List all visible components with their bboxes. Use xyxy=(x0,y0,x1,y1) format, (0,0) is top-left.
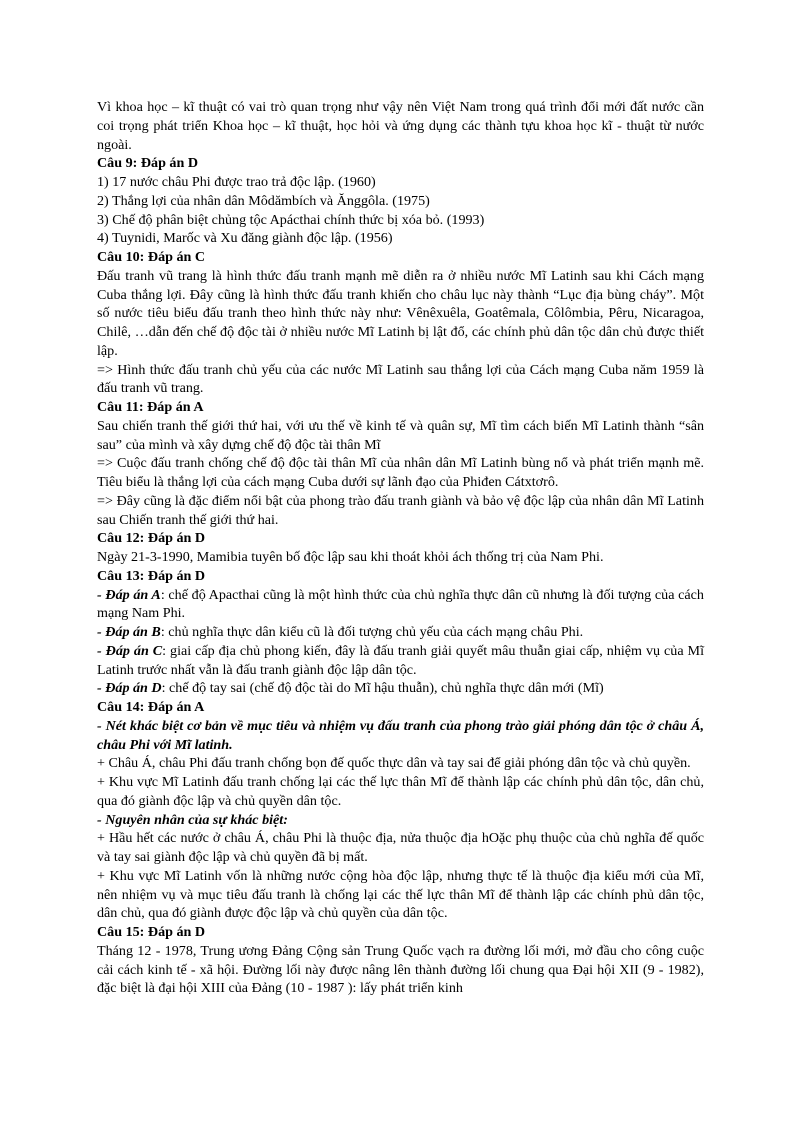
q15-paragraph-1: Tháng 12 - 1978, Trung ương Đảng Cộng sản Trung Quốc vạch ra đường lối mới, mở đầu cho công cuộc cải cách kinh tế - xã hội. Đường lối này được nâng lên thành đường lối chung qua Đại hội XII (9 - 1982), đặc biệt là đại hội XIII của Đảng (10 - 1987 ): lấy phát triển kinh xyxy=(97,942,704,997)
question-9-heading: Câu 9: Đáp án D xyxy=(97,155,199,172)
q9-item-4: 4) Tuynidi, Marốc và Xu đăng giành độc lập. (1956) xyxy=(97,230,393,247)
q14-subheading-2: - Nguyên nhân của sự khác biệt: xyxy=(97,811,288,828)
q13-option-d-text: : chế độ tay sai (chế độ độc tài do Mĩ hậu thuẫn), chủ nghĩa thực dân mới (Mĩ) xyxy=(161,680,604,697)
q13-option-b-text: : chủ nghĩa thực dân kiểu cũ là đối tượng chủ yếu của cách mạng châu Phi. xyxy=(160,624,584,640)
q13-option-d-label: - Đáp án D xyxy=(97,680,162,697)
q9-item-3: 3) Chế độ phân biệt chủng tộc Apácthai chính thức bị xóa bỏ. (1993) xyxy=(97,211,485,228)
question-13-heading: Câu 13: Đáp án D xyxy=(97,567,206,584)
q10-paragraph-2: => Hình thức đấu tranh chủ yếu của các nước Mĩ Latinh sau thắng lợi của Cách mạng Cuba năm 1959 là đấu tranh vũ trang. xyxy=(97,361,704,397)
q12-paragraph-1: Ngày 21-3-1990, Mamibia tuyên bố độc lập sau khi thoát khỏi ách thống trị của Nam Phi. xyxy=(97,549,604,565)
document-body xyxy=(97,98,704,998)
question-11-heading: Câu 11: Đáp án A xyxy=(97,399,204,415)
q13-option-a-label: - Đáp án A xyxy=(97,586,161,603)
q14-bullet-1: + Châu Á, châu Phi đấu tranh chống bọn đế quốc thực dân và tay sai để giải phóng dân tộc và chủ quyền. xyxy=(97,755,691,772)
q13-option-c xyxy=(97,642,704,680)
q13-option-b xyxy=(97,623,704,642)
q9-item-1: 1) 17 nước châu Phi được trao trả độc lập. (1960) xyxy=(97,174,376,190)
intro-paragraph: Vì khoa học – kĩ thuật có vai trò quan trọng như vậy nên Việt Nam trong quá trình đổi mới đất nước cần coi trọng phát triển Khoa học – kĩ thuật, học hỏi và ứng dụng các thành tựu khoa học kĩ - thuật từ nước ngoài. xyxy=(97,99,704,153)
q13-option-c-label: - Đáp án C xyxy=(97,642,163,659)
q9-item-2: 2) Thắng lợi của nhân dân Môdămbích và Ănggôla. (1975) xyxy=(97,192,430,209)
q10-paragraph-1: Đấu tranh vũ trang là hình thức đấu tranh mạnh mẽ diễn ra ở nhiều nước Mĩ Latinh sau khi Cách mạng Cuba thắng lợi. Đây cũng là hình thức đấu tranh khiến cho châu lục này thành “Lục địa bùng cháy”. Một số nước tiêu biểu đấu tranh theo hình thức này như: Vênêxuêla, Goatêmala, Côlômbia, Pêru, Nicaragoa, Chilê, …dẫn đến chế độ độc tài ở nhiều nước Mĩ Latinh bị lật đổ, các chính phủ dân tộc dân chủ được thiết lập. xyxy=(97,267,704,359)
question-14-heading: Câu 14: Đáp án A xyxy=(97,699,205,715)
q13-option-b-label: - Đáp án B xyxy=(97,624,161,640)
question-12-heading: Câu 12: Đáp án D xyxy=(97,530,206,547)
q13-option-a-text: : chế độ Apacthai cũng là một hình thức của chủ nghĩa thực dân cũ nhưng là đối tượng của cách mạng Nam Phi. xyxy=(97,586,704,622)
q13-option-a xyxy=(97,586,704,624)
q14-bullet-4: + Khu vực Mĩ Latinh vốn là những nước cộng hòa độc lập, nhưng thực tế là thuộc địa kiểu mới của Mĩ, nên nhiệm vụ và mục tiêu đấu tranh là chống lại các thế lực thân Mĩ để thành lập các chính phủ dân tộc, dân chủ, qua đó giành được độc lập và chủ quyền của dân tộc. xyxy=(97,867,704,922)
question-15-heading: Câu 15: Đáp án D xyxy=(97,924,206,940)
q11-paragraph-3: => Đây cũng là đặc điểm nổi bật của phong trào đấu tranh giành và bảo vệ độc lập của nhân dân Mĩ Latinh sau Chiến tranh thế giới thứ hai. xyxy=(97,492,704,528)
q13-option-c-text: : giai cấp địa chủ phong kiến, đây là đấu tranh giải quyết mâu thuẫn giai cấp, nhiệm vụ của Mĩ Latinh trước nhất vẫn là đấu tranh giành độc lập dân tộc. xyxy=(97,642,704,678)
question-10-heading: Câu 10: Đáp án C xyxy=(97,249,206,265)
q14-bullet-2: + Khu vực Mĩ Latinh đấu tranh chống lại các thế lực thân Mĩ để thành lập các chính phủ dân tộc, dân chủ, qua đó giành độc lập và chủ quyền dân tộc. xyxy=(97,774,704,809)
q11-paragraph-1: Sau chiến tranh thế giới thứ hai, với ưu thế về kinh tế và quân sự, Mĩ tìm cách biến Mĩ Latinh thành “sân sau” của mình và xây dựng chế độ độc tài thân Mĩ xyxy=(97,417,704,453)
q11-paragraph-2: => Cuộc đấu tranh chống chế độ độc tài thân Mĩ của nhân dân Mĩ Latinh bùng nổ và phát triển mạnh mẽ. Tiêu biểu là thắng lợi của cách mạng Cuba dưới sự lãnh đạo của Phiđen Cátxtơrô. xyxy=(97,455,704,490)
q14-bullet-3: + Hầu hết các nước ở châu Á, châu Phi là thuộc địa, nửa thuộc địa hOặc phụ thuộc của chủ nghĩa đế quốc và tay sai giành độc lập và chủ quyền đã bị mất. xyxy=(97,830,704,865)
q13-option-d xyxy=(97,679,704,698)
q14-subheading-1: - Nét khác biệt cơ bản về mục tiêu và nhiệm vụ đấu tranh của phong trào giải phóng dân tộc ở châu Á, châu Phi với Mĩ latinh. xyxy=(97,717,704,753)
